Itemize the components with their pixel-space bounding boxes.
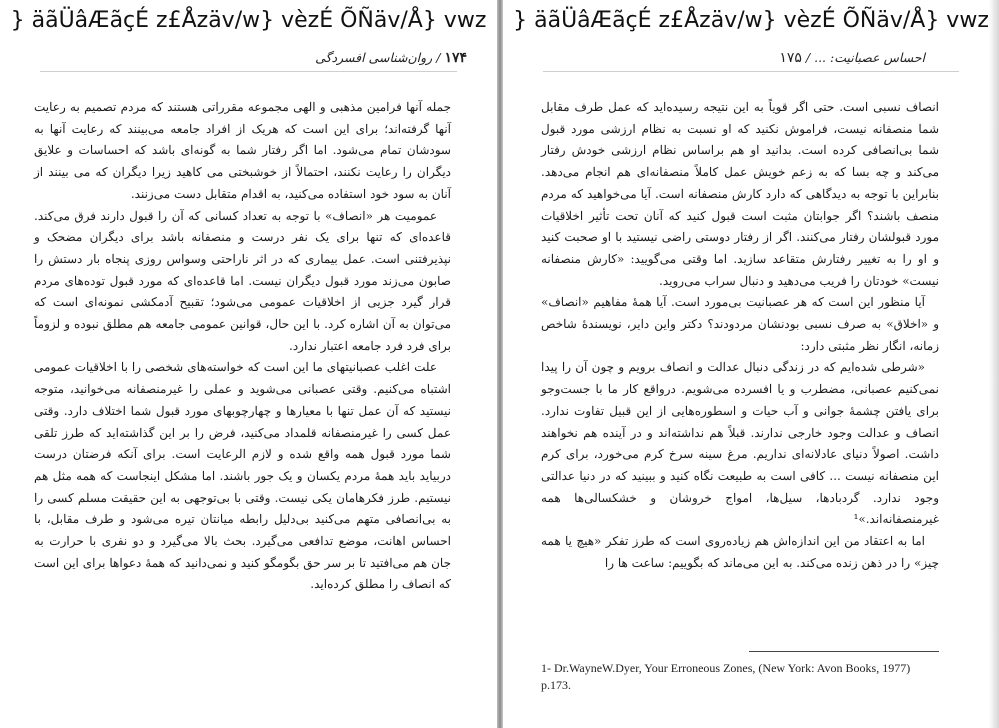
header-rule: [40, 71, 457, 72]
paragraph: آیا منظور این است که هر عصبانیت بی‌مورد است. آیا همهٔ مفاهیم «انصاف» و «اخلاق» به صرف نسبی بودنشان مردودند؟ دکتر واین دایر، نویسندهٔ شاخص زمانه، انگار نظر مثبتی دارد:: [541, 295, 939, 353]
footnote-rule: [749, 651, 939, 652]
running-header: [30, 50, 467, 70]
running-header: [533, 50, 969, 70]
footnote: 1- Dr.WayneW.Dyer, Your Erroneous Zones, (New York: Avon Books, 1977) p.173.: [541, 661, 911, 692]
left-page: [0, 0, 497, 728]
header-banner: } äãÜâÆãçÉ z£Åzäv/w} vèzÉ ÕÑäv/Å} vwz: [10, 8, 487, 33]
paragraph: عمومیت هر «انصاف» با توجه به تعداد کسانی که آن را قبول دارند فرق می‌کند. قاعده‌ای که تنها برای یک نفر درست و منصفانه باشد برای دیگران مضحک و نپذیرفتنی است. عمل بیماری که در اثر ناراحتی وسواس روزی پنجاه بار دستش را صابون می‌زند مورد قبول دیگران نیست. اما قاعده‌ای که مورد قبول توده‌های مردم قرار گیرد جزیی از اخلاقیات عمومی می‌شود؛ تقبیح آدمکشی نمونه‌ای است که می‌توان به آن اشاره کرد. با این حال، قوانین عمومی جامعه هم مطلق نبوده و لزوماً برای فرد فرد جامعه اعتبار ندارد.: [34, 208, 451, 353]
header-separator: /: [805, 50, 811, 65]
paragraph: انصاف نسبی است. حتی اگر قویاً به این نتیجه رسیده‌اید که عمل طرف مقابل شما منصفانه نیست، فراموش نکنید که او نسبت به نظام ارزشی مورد قبول شما بی‌انصافی کرده است. بدانید او هم براساس نظام ارزشی خودش رفتار می‌کند و چه بسا که به زعم خویش عمل کاملاً منصفانه‌ای هم انجام می‌دهد. بنابراین با توجه به دیدگاهی که دارد کارش منصفانه است. آیا می‌خواهید که مردم منصف باشند؟ اگر جوابتان مثبت است قبول کنید که آنان تحت تأثیر اخلاقیات مورد قبولشان رفتار می‌کنند. اگر از رفتار دوستی راضی نیستید با او صحبت کنید و او را به تغییر رفتارش متقاعد سازید. اما وقتی می‌گویید: «کارش منصفانه نیست» خودتان را فریب می‌دهید و دنبال سراب می‌روید.: [541, 100, 939, 288]
body-text: [541, 97, 939, 574]
chapter-title: احساس عصبانیت: ...: [814, 50, 925, 65]
quote-paragraph: «شرطی شده‌ایم که در زندگی دنبال عدالت و انصاف برویم و چون آن را پیدا نمی‌کنیم عصبانی، مضطرب و یا افسرده می‌شویم. درواقع کار ما با جست‌وجو برای یافتن چشمهٔ جوانی و آب حیات و اسطوره‌هایی از این قبیل تفاوت ندارد. انصاف و عدالت وجود خارجی ندارند. قبلاً هم نداشته‌اند و در آینده هم نخواهند داشت. اصولاً دنیای عادلانه‌ای نداریم. مرغ سینه سرخ کرم می‌خورد، برای کرم این منصفانه نیست ... کافی است به طبیعت نگاه کنید و ببینید که در دنیا عدالتی وجود ندارد. گردبادها، سیل‌ها، امواج خروشان و خشکسالی‌ها همه غیرمنصفانه‌اند.»¹: [541, 360, 939, 527]
header-rule: [543, 71, 959, 72]
right-page: [503, 0, 999, 728]
page-number: ۱۷۵: [779, 50, 802, 66]
header-separator: /: [436, 50, 441, 65]
page-edge-shadow: [989, 0, 999, 728]
header-banner: } äãÜâÆãçÉ z£Åzäv/w} vèzÉ ÕÑäv/Å} vwz: [513, 8, 989, 33]
body-text: [34, 97, 451, 596]
paragraph: علت اغلب عصبانیتهای ما این است که خواسته‌های شخصی را با اخلاقیات عمومی اشتباه می‌کنیم. وقتی عصبانی می‌شوید و عملی را غیرمنصفانه می‌خوانید، متوجه نیستید که آن عمل تنها با معیارها و چهارچوبهای مورد قبول شما اختلاف دارد. وقتی عمل کسی را غیرمنصفانه قلمداد می‌کنید، فرض را بر این گذاشته‌اید که طرز تلقی شما مورد قبول همه واقع شده و لازم الرعایت است. برای آنکه فرضتان درست دربیاید باید همهٔ مردم یکسان و یک جور باشند. اما مشکل اینجاست که همه مثل هم نیستیم. طرز فکرهامان یکی نیست. وقتی با بی‌توجهی به این حقیقت مسلم کسی را به بی‌انصافی متهم می‌کنید بی‌دلیل رابطه میانتان تیره می‌شود و طرف مقابل، با احساس اهانت، موضع تدافعی می‌گیرد. بحث بالا می‌گیرد و دو نفری با حرارت به جان هم می‌افتید تا بر سر حق بگومگو کنید و نمی‌دانید که همهٔ دعواها برای این است که انصاف را مطلق کرده‌اید.: [34, 360, 452, 592]
paragraph: جمله آنها فرامین مذهبی و الهی مجموعه مقرراتی هستند که مردم تصمیم به رعایت آنها گرفته‌اند؛ برای این است که هریک از افراد جامعه می‌بینند که رعایت آنها به سودشان تمام می‌شود. اما اگر رفتار شما به گونه‌ای باشد که احساسات و علایق دیگران را رعایت نکنند، احتمالاً از خوشبختی می کاهید زیرا دیگران که می بینند از آنان به سود خود استفاده می‌کنید، به اقدام متقابل دست می‌زنند.: [34, 100, 451, 201]
page-number: ۱۷۴: [444, 50, 467, 66]
book-title: روان‌شناسی افسردگی: [315, 50, 433, 65]
paragraph: اما به اعتقاد من این اندازه‌اش هم زیاده‌روی است که طرز تفکر «هیچ یا همه چیز» را در ذهن زنده می‌کند. به این می‌ماند که بگوییم: ساعت ها را: [541, 534, 939, 570]
